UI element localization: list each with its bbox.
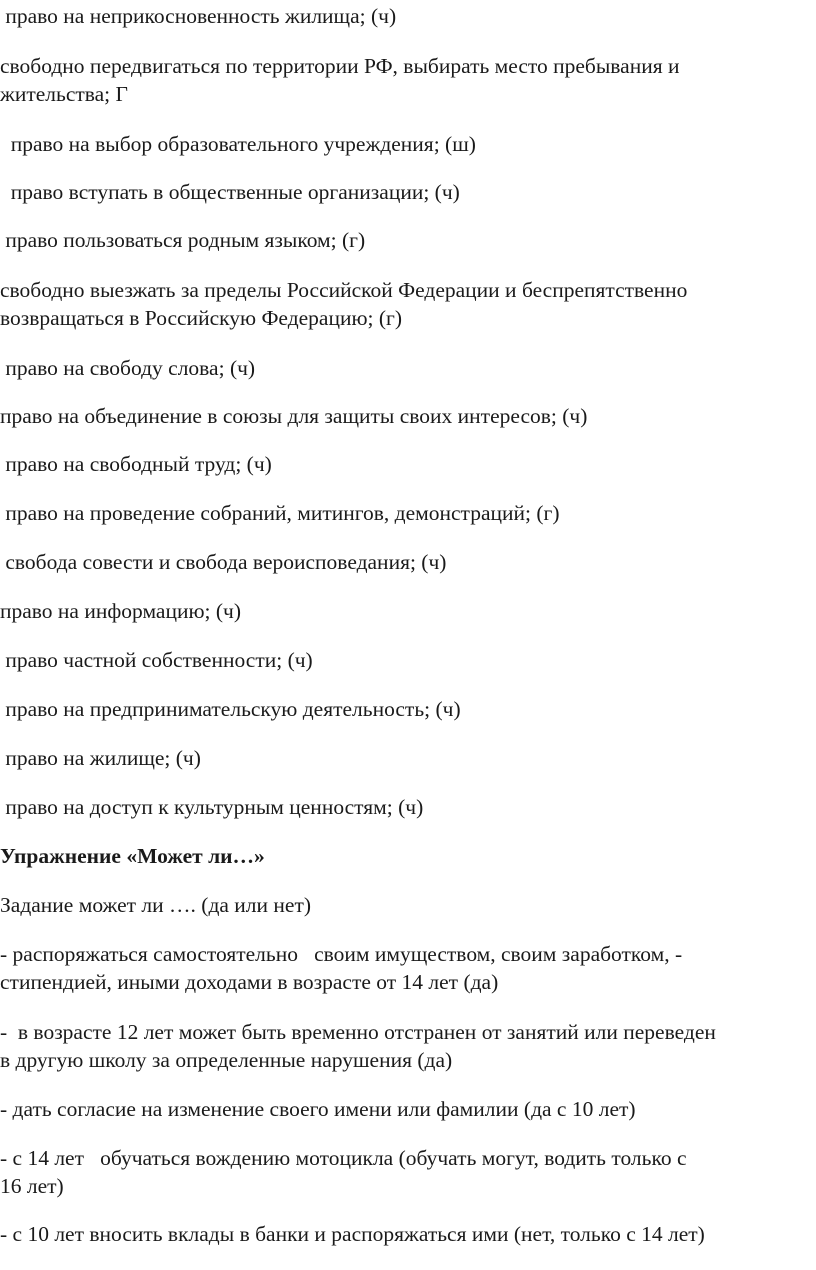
- paragraph-right-11: свобода совести и свобода вероисповедания; (ч): [0, 550, 447, 574]
- exercise-item-1: - распоряжаться самостоятельно своим имуществом, своим заработком, - стипендией, иными доходами в возрасте от 14 лет (да): [0, 942, 683, 994]
- paragraph-right-9: право на свободный труд; (ч): [0, 452, 272, 476]
- exercise-item-2: - в возрасте 12 лет может быть временно отстранен от занятий или переведен в другую школу за определенные нарушения (да): [0, 1020, 716, 1072]
- paragraph-right-3: право на выбор образовательного учреждения; (ш): [0, 132, 476, 156]
- paragraph-right-14: право на предпринимательскую деятельность; (ч): [0, 697, 461, 721]
- exercise-title: Упражнение «Может ли…»: [0, 844, 265, 868]
- paragraph-right-15: право на жилище; (ч): [0, 746, 201, 770]
- paragraph-right-16: право на доступ к культурным ценностям; (ч): [0, 795, 424, 819]
- paragraph-right-12: право на информацию; (ч): [0, 599, 242, 623]
- paragraph-right-1: право на неприкосновенность жилища; (ч): [0, 4, 397, 28]
- paragraph-right-6: свободно выезжать за пределы Российской Федерации и беспрепятственно возвращаться в Российскую Федерацию; (г): [0, 278, 688, 330]
- paragraph-right-8: право на объединение в союзы для защиты своих интересов; (ч): [0, 404, 588, 428]
- paragraph-right-10: право на проведение собраний, митингов, демонстраций; (г): [0, 501, 560, 525]
- exercise-item-4: - с 14 лет обучаться вождению мотоцикла (обучать могут, водить только с 16 лет): [0, 1146, 687, 1198]
- exercise-task: Задание может ли …. (да или нет): [0, 893, 312, 917]
- paragraph-right-4: право вступать в общественные организации; (ч): [0, 180, 460, 204]
- exercise-item-3: - дать согласие на изменение своего имени или фамилии (да с 10 лет): [0, 1097, 636, 1121]
- paragraph-right-5: право пользоваться родным языком; (г): [0, 228, 366, 252]
- paragraph-right-2: свободно передвигаться по территории РФ, выбирать место пребывания и жительства; Г: [0, 54, 680, 106]
- paragraph-right-13: право частной собственности; (ч): [0, 648, 313, 672]
- exercise-item-5: - с 10 лет вносить вклады в банки и распоряжаться ими (нет, только с 14 лет): [0, 1222, 705, 1246]
- paragraph-right-7: право на свободу слова; (ч): [0, 356, 256, 380]
